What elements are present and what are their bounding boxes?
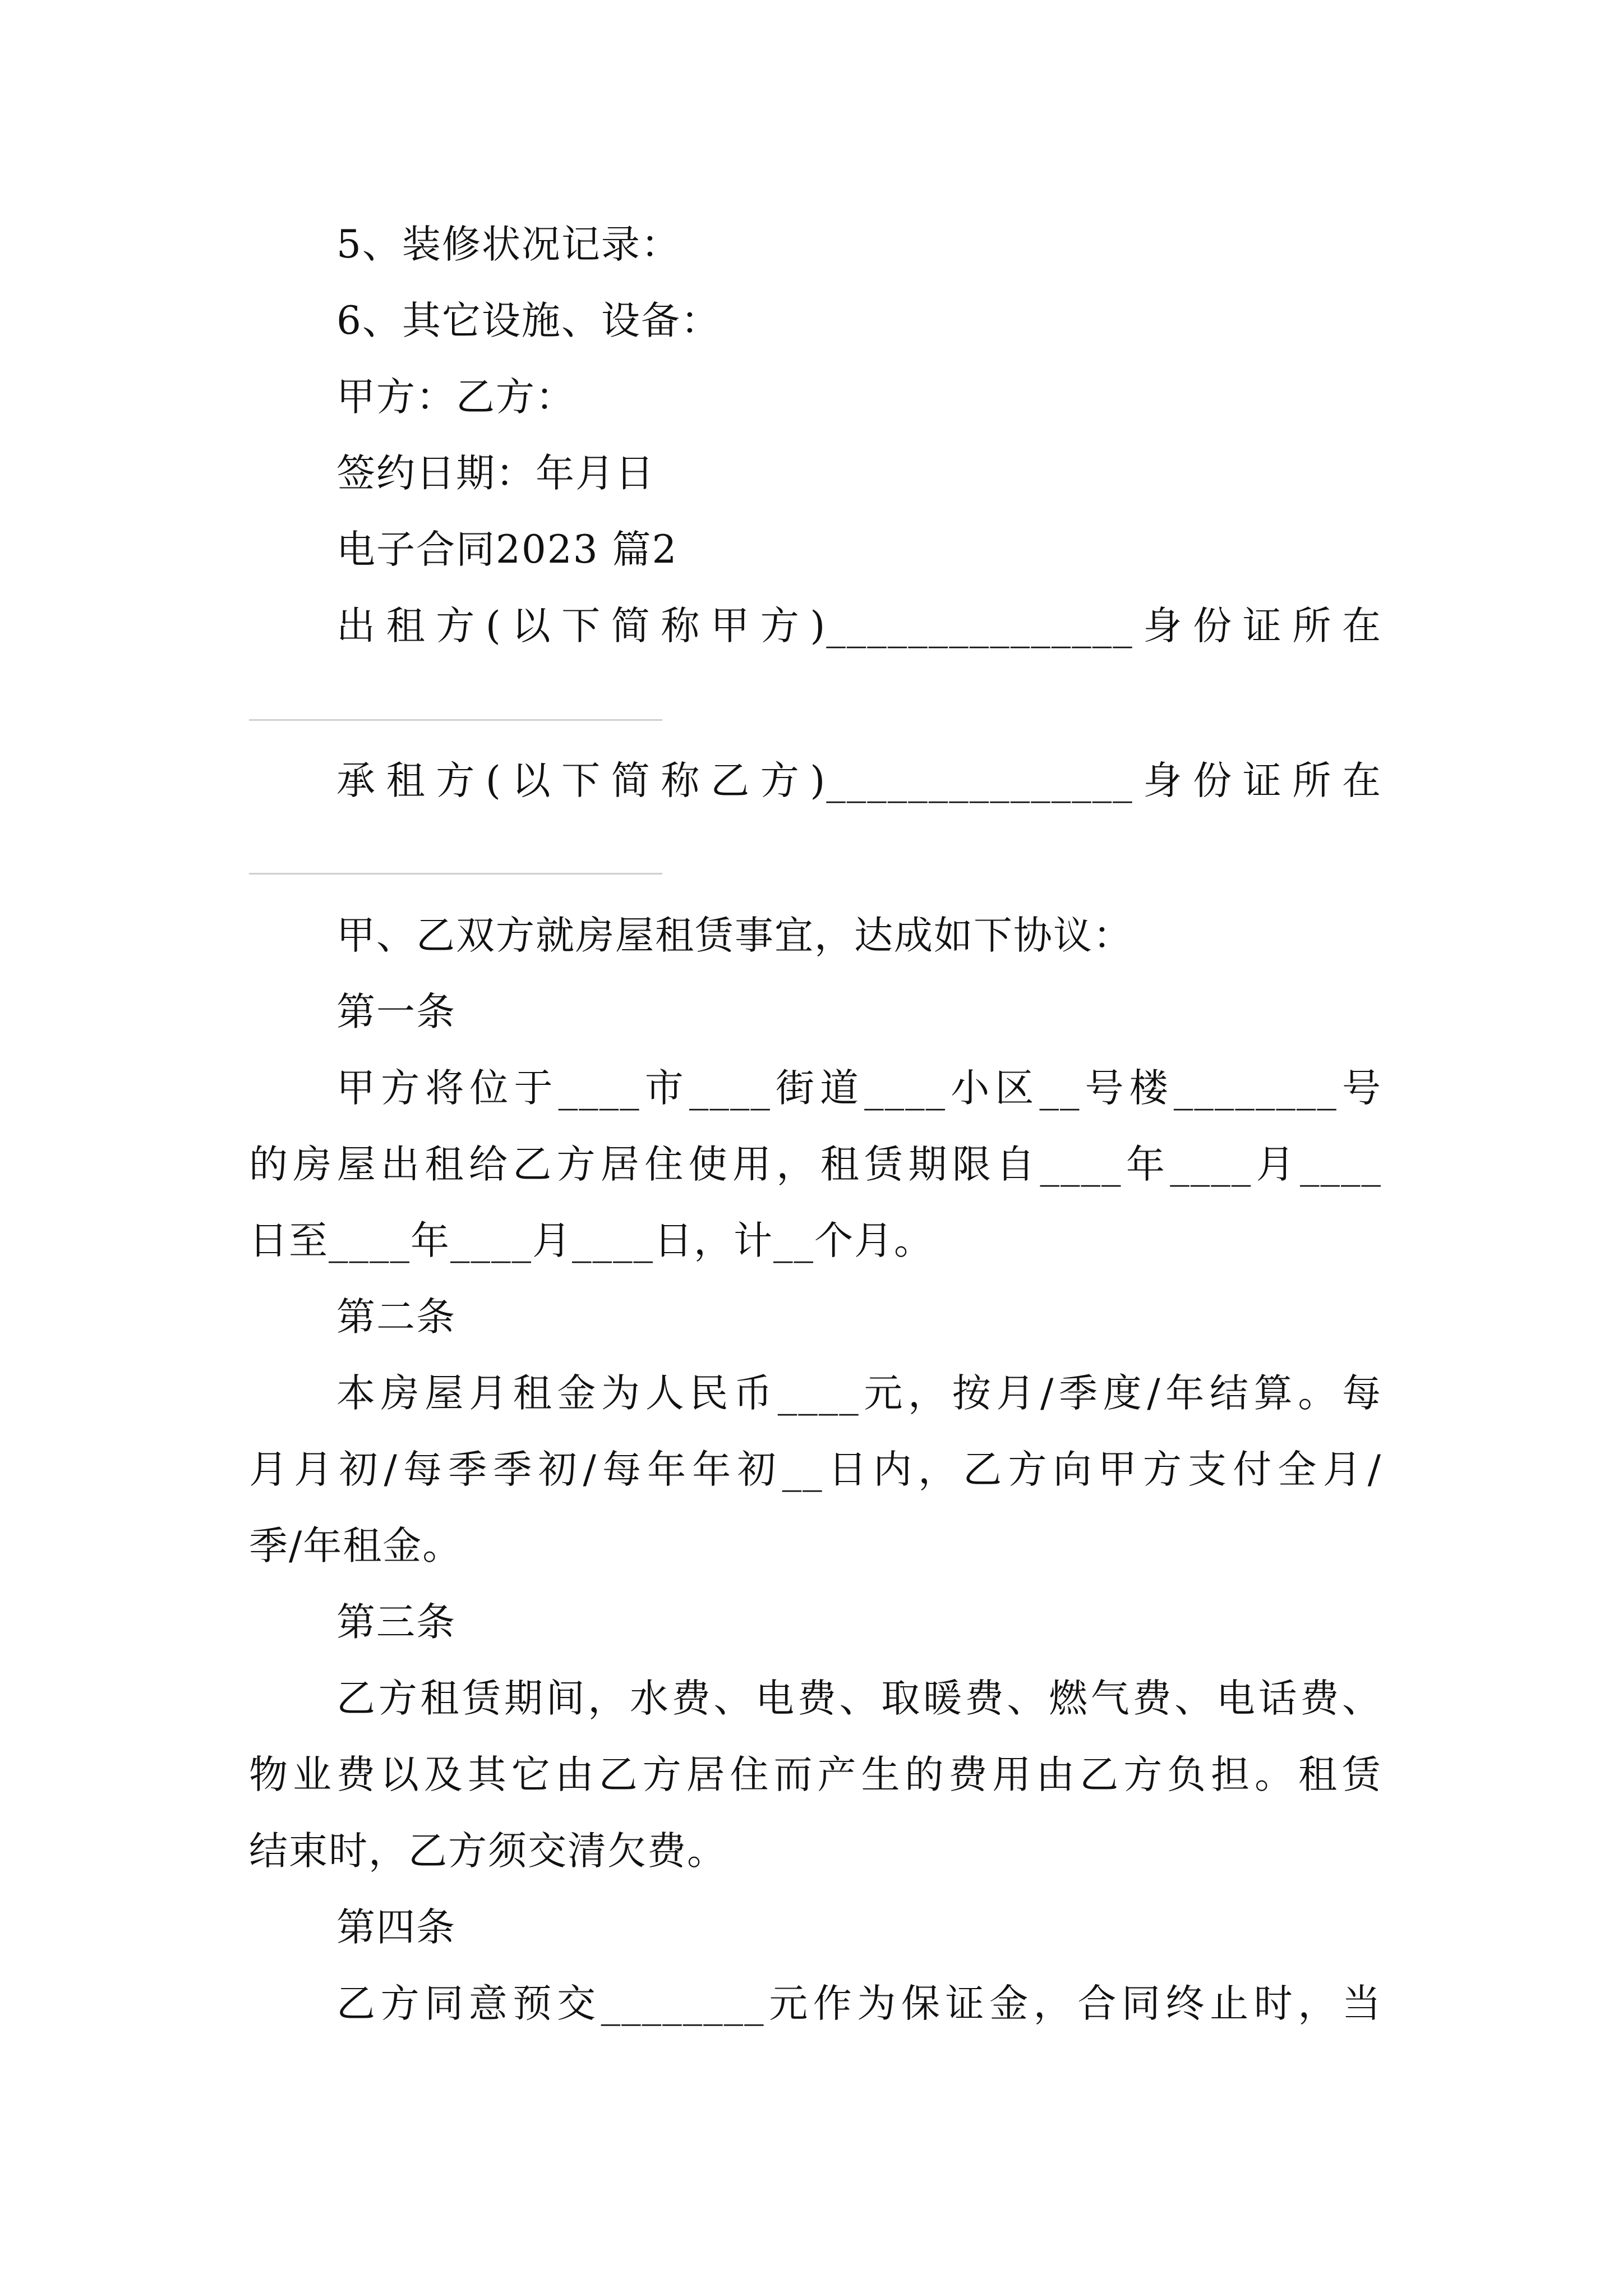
signing-date: 签约日期：年月日 bbox=[336, 451, 655, 496]
article-2-line-2 bbox=[249, 1447, 1382, 1492]
article-1-heading: 第一条 bbox=[336, 990, 456, 1034]
article-2-line-3: 季/年租金。 bbox=[249, 1524, 463, 1568]
article-1-text-2: 的房屋出租给乙方居住使用，租赁期限自____年____月____ bbox=[249, 1142, 1382, 1187]
article-1-text-1: 甲方将位于____市____街道____小区__号楼________号 bbox=[336, 1066, 1382, 1111]
article-3-heading: 第三条 bbox=[336, 1600, 456, 1645]
item-5-decoration-record: 5、装修状况记录： bbox=[336, 222, 681, 267]
article-3-line-3: 结束时，乙方须交清欠费。 bbox=[249, 1829, 727, 1874]
article-1-line-2 bbox=[249, 1142, 1382, 1187]
article-4-line-1 bbox=[249, 1981, 1382, 2026]
lessor-address-blank bbox=[249, 719, 662, 721]
article-2-text-1: 本房屋月租金为人民币____元，按月/季度/年结算。每 bbox=[336, 1371, 1382, 1416]
article-3-text-2: 物业费以及其它由乙方居住而产生的费用由乙方负担。租赁 bbox=[249, 1752, 1382, 1797]
article-4-heading: 第四条 bbox=[336, 1905, 456, 1950]
lessee-line bbox=[249, 758, 1382, 803]
article-1-line-3: 日至____年____月____日，计__个月。 bbox=[249, 1218, 934, 1263]
party-signatures: 甲方：乙方： bbox=[336, 375, 575, 420]
article-2-text-2: 月月初/每季季初/每年年初__日内，乙方向甲方支付全月/ bbox=[249, 1447, 1382, 1492]
article-3-line-1 bbox=[249, 1676, 1382, 1721]
item-6-other-facilities: 6、其它设施、设备： bbox=[336, 298, 721, 343]
lessor-line bbox=[249, 604, 1382, 648]
agreement-intro: 甲、乙双方就房屋租赁事宜，达成如下协议： bbox=[336, 913, 1133, 958]
lessee-text: 承租方(以下简称乙方)_______________身份证所在 bbox=[336, 758, 1382, 803]
article-4-text-1: 乙方同意预交________元作为保证金，合同终止时，当 bbox=[336, 1981, 1382, 2026]
article-2-heading: 第二条 bbox=[336, 1295, 456, 1340]
article-1-line-1 bbox=[249, 1066, 1382, 1111]
lessee-address-blank bbox=[249, 873, 662, 875]
section-heading-2: 电子合同2023 篇2 bbox=[336, 527, 678, 572]
article-2-line-1 bbox=[249, 1371, 1382, 1416]
lessor-text: 出租方(以下简称甲方)_______________身份证所在 bbox=[336, 604, 1382, 648]
article-3-text-1: 乙方租赁期间，水费、电费、取暖费、燃气费、电话费、 bbox=[336, 1676, 1382, 1721]
article-3-line-2 bbox=[249, 1752, 1382, 1797]
